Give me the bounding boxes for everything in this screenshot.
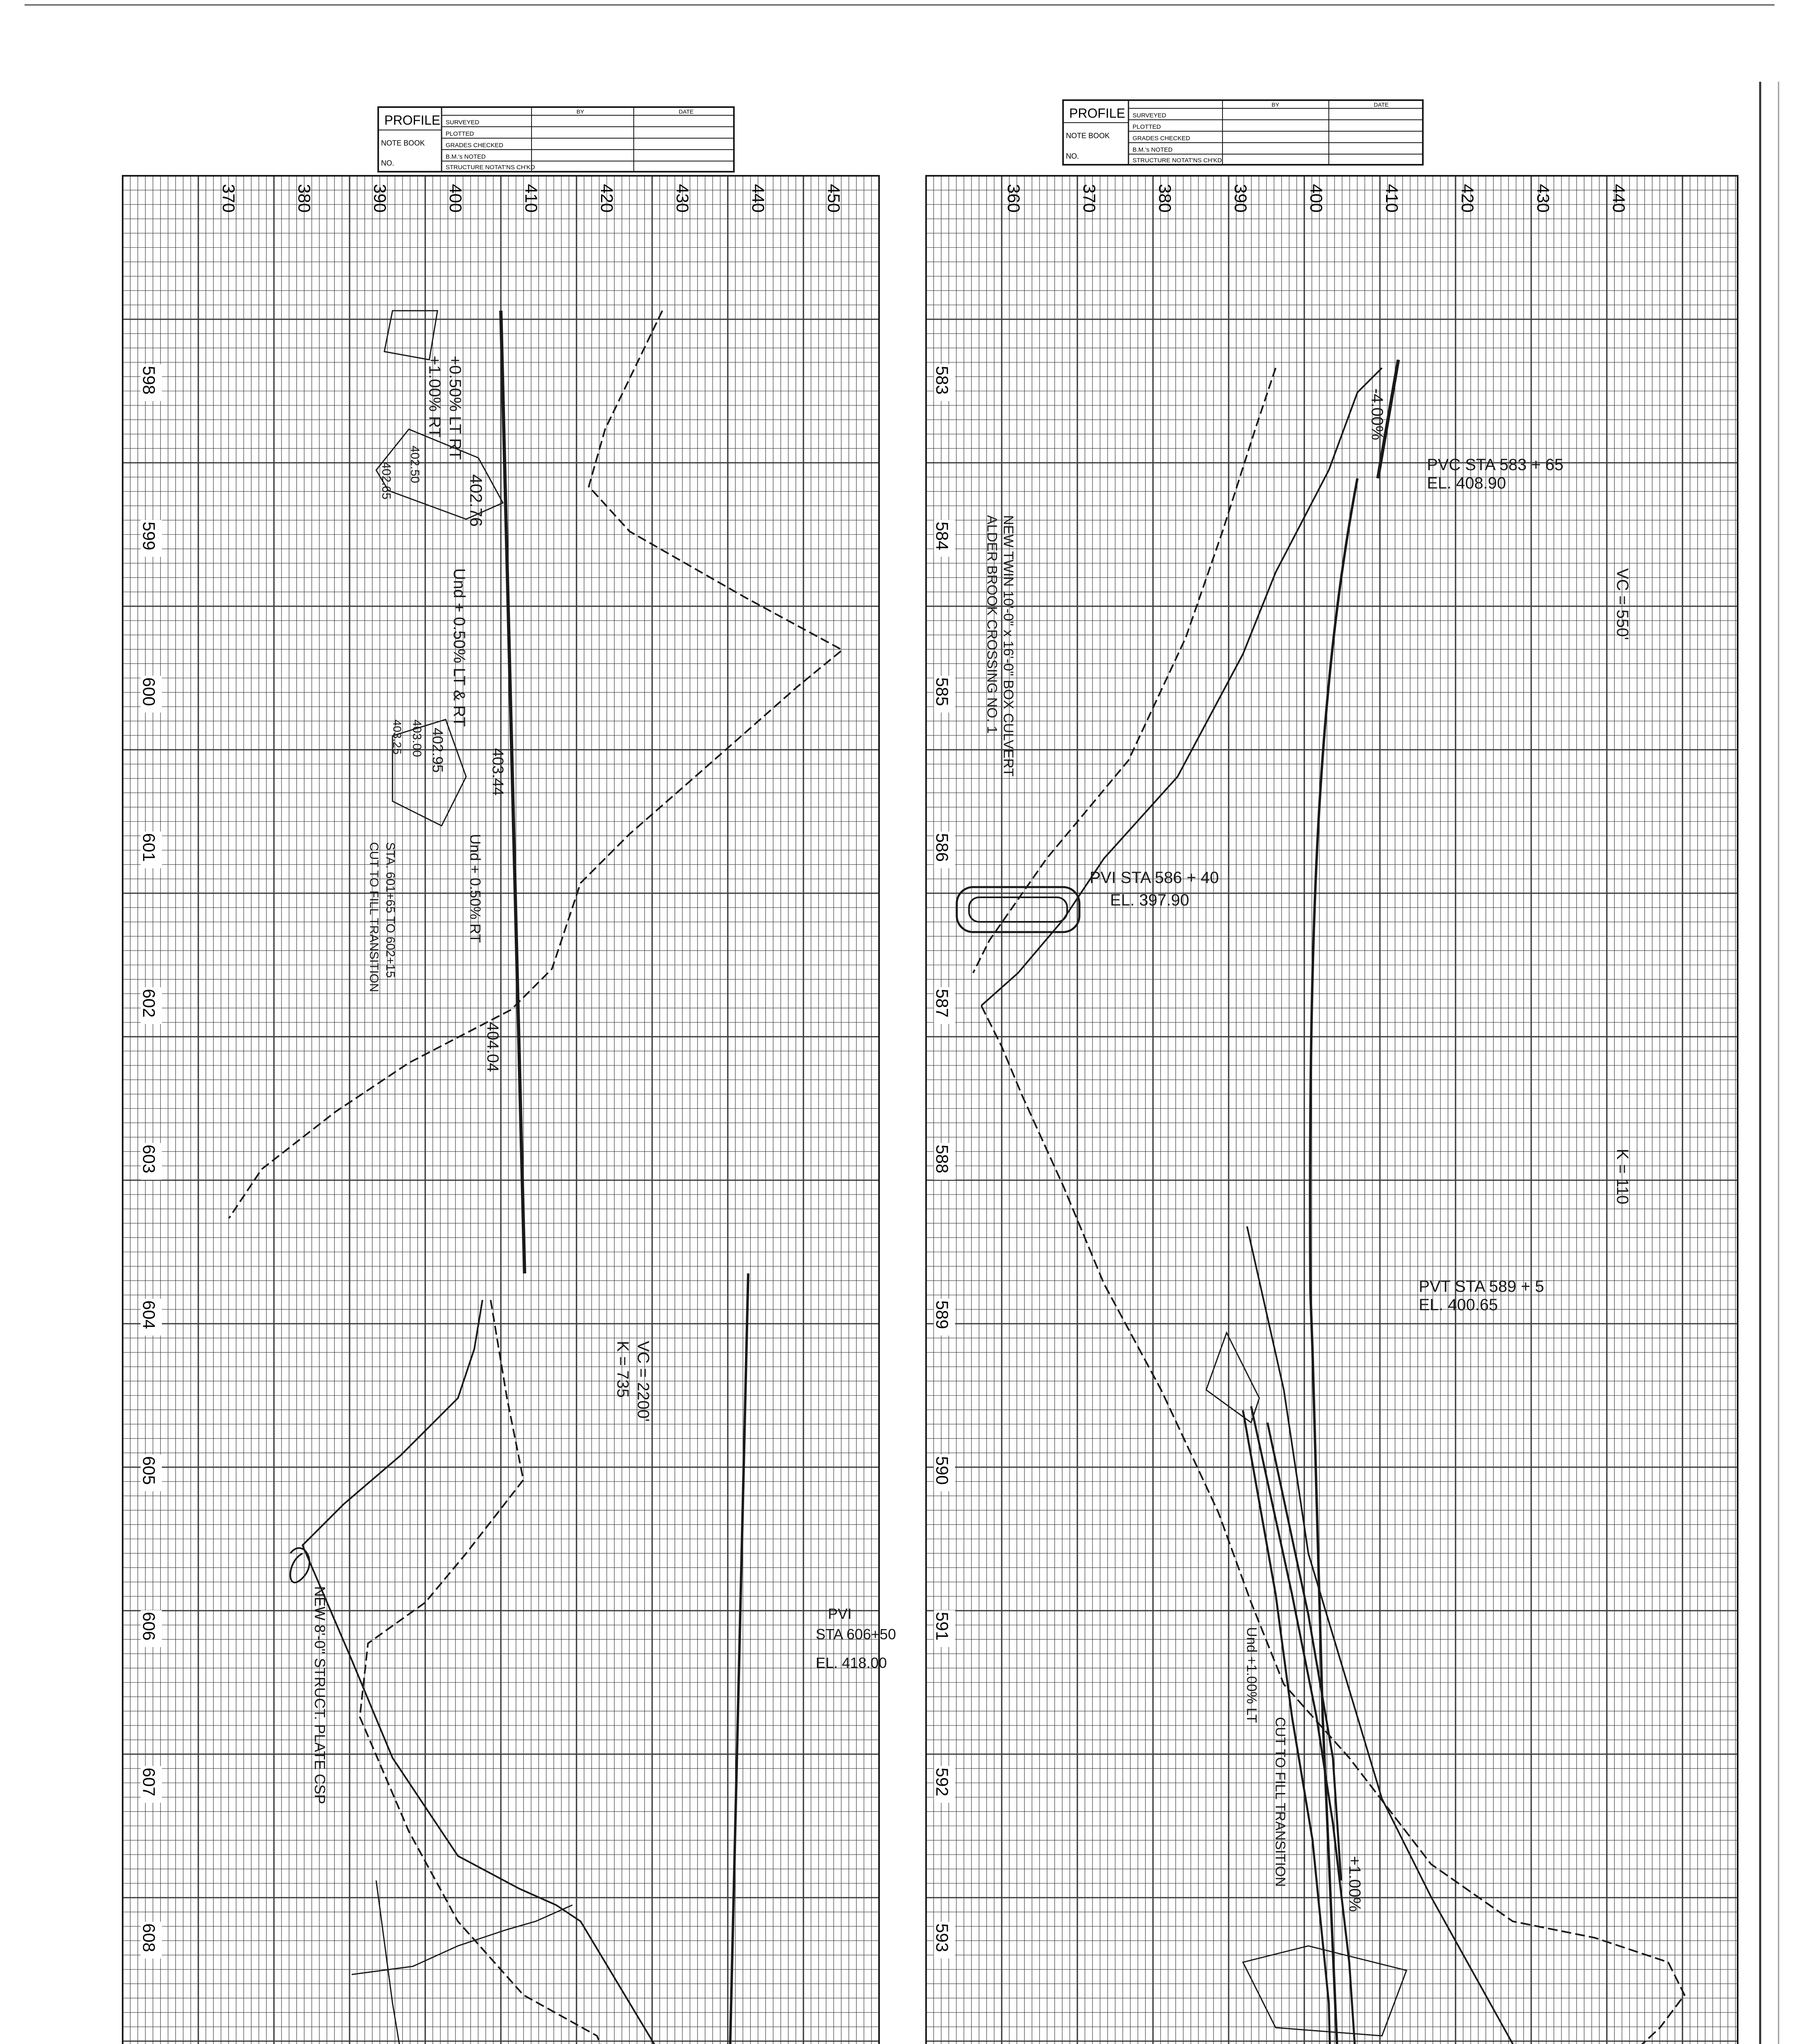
- annot-pvi-el: EL. 397.90: [1110, 891, 1189, 909]
- note-book-label: NOTE BOOK: [381, 139, 425, 147]
- right-top-elev-label: 420: [1458, 184, 1477, 213]
- annot-grade-top: -4.00%: [1368, 388, 1386, 440]
- right-station-label: 593: [933, 1923, 952, 1952]
- by-label: BY: [576, 108, 584, 115]
- annot-pvc-1-sta: PVC STA 583 + 65: [1427, 456, 1563, 474]
- note-book-label: NOTE BOOK: [1066, 132, 1110, 140]
- right-top-elev-label: 440: [1609, 184, 1629, 213]
- row-plotted: PLOTTED: [446, 130, 474, 137]
- annot-vc: VC = 550': [1613, 568, 1631, 640]
- annot-und-grade-2: Und + 0.50% RT: [467, 834, 484, 943]
- left-station-label: 598: [139, 366, 159, 395]
- annot-transition-sta: STA. 601+65 TO 602+15: [384, 842, 397, 978]
- annot-grade-mid: +1.00%: [1346, 1856, 1364, 1912]
- annot-cut-fill: CUT TO FILL TRANSITION: [1272, 1717, 1288, 1887]
- title-block-heading: PROFILE: [1069, 106, 1125, 121]
- row-structure: STRUCTURE NOTAT'NS CH'KD: [446, 164, 535, 171]
- left-top-elev-label: 370: [219, 184, 238, 213]
- right-station-label: 583: [933, 366, 952, 395]
- by-label: BY: [1272, 101, 1279, 108]
- right-top-elev-label: 380: [1155, 184, 1175, 213]
- annot-pvi-sta: PVI STA 586 + 40: [1090, 869, 1219, 887]
- left-top-elev-label: 430: [673, 184, 692, 213]
- right-station-label: 586: [933, 833, 952, 862]
- right-station-label: 590: [933, 1456, 952, 1485]
- row-surveyed: SURVEYED: [446, 119, 480, 126]
- annot-culvert-1: NEW TWIN 10'-0" x 16'-0" BOX CULVERT: [1000, 515, 1016, 777]
- annot-pvi-el: EL. 418.00: [816, 1654, 887, 1671]
- right-top-elev-label: 430: [1534, 184, 1553, 213]
- annot-elev-402-65: 402.65: [379, 462, 393, 500]
- left-station-label: 605: [139, 1456, 159, 1485]
- annot-und-grade: Und + 0.50% LT & RT: [450, 568, 468, 727]
- annot-k: K = 110: [1613, 1149, 1631, 1205]
- left-top-elev-label: 420: [597, 184, 617, 213]
- left-station-label: 601: [139, 833, 159, 862]
- row-structure: STRUCTURE NOTAT'NS CH'KD: [1133, 157, 1222, 164]
- right-top-elev-label: 370: [1080, 184, 1099, 213]
- annot-pvt-sta: PVT STA 589 + 5: [1419, 1278, 1544, 1295]
- date-label: DATE: [1374, 101, 1389, 108]
- left-station-label: 603: [139, 1145, 159, 1174]
- annot-pvi-sta: STA 606+50: [816, 1626, 896, 1643]
- date-label: DATE: [679, 108, 694, 115]
- no-label: NO.: [381, 159, 395, 167]
- annot-k: K = 735: [614, 1341, 632, 1398]
- left-station-label: 608: [139, 1923, 159, 1952]
- annot-und-grade: Und +1.00% LT: [1244, 1627, 1259, 1723]
- no-label: NO.: [1066, 152, 1079, 160]
- row-bms: B.M.'s NOTED: [1133, 146, 1173, 153]
- annot-vc: VC = 2200': [634, 1341, 652, 1422]
- left-top-elev-label: 410: [522, 184, 541, 213]
- annot-elev-403-44: 403.44: [489, 748, 506, 796]
- left-top-elev-label: 440: [749, 184, 768, 213]
- right-station-label: 588: [933, 1145, 952, 1174]
- left-station-label: 604: [139, 1300, 159, 1329]
- annot-grade-050: +0.50% LT RT: [446, 356, 464, 460]
- right-station-label: 584: [933, 522, 952, 551]
- left-top-elev-label: 400: [446, 184, 465, 213]
- right-top-elev-label: 360: [1004, 184, 1023, 213]
- right-station-label: 589: [933, 1300, 952, 1329]
- annot-culvert: NEW 8'-0" STRUCT. PLATE CSP: [312, 1586, 328, 1804]
- annot-pvi-label: PVI: [828, 1605, 852, 1622]
- row-surveyed: SURVEYED: [1133, 112, 1166, 119]
- annot-grade-100: +1.00% RT: [426, 356, 444, 438]
- annot-elev-402-95: 402.95: [429, 728, 446, 773]
- annot-elev-402-50: 402.50: [408, 446, 422, 483]
- annot-elev-402-76: 402.76: [467, 474, 486, 527]
- left-station-label: 606: [139, 1612, 159, 1641]
- left-top-elev-label: 380: [295, 184, 314, 213]
- right-top-elev-label: 390: [1231, 184, 1250, 213]
- left-top-elev-label: 390: [370, 184, 390, 213]
- annot-elev-403-25: 403.25: [391, 719, 404, 755]
- annot-transition-label: CUT TO FILL TRANSITION: [367, 842, 381, 992]
- annot-pvc-1-el: EL. 408.90: [1427, 474, 1506, 492]
- annot-elev-403-00: 403.00: [410, 719, 424, 757]
- annot-pvt-el: EL. 400.65: [1419, 1296, 1498, 1314]
- left-station-label: 602: [139, 989, 159, 1018]
- right-top-elev-label: 410: [1382, 184, 1402, 213]
- left-profile-grid: [123, 176, 879, 2044]
- title-block-heading: PROFILE: [384, 113, 440, 128]
- row-bms: B.M.'s NOTED: [446, 153, 486, 160]
- row-grades: GRADES CHECKED: [1133, 135, 1190, 142]
- row-plotted: PLOTTED: [1133, 123, 1161, 130]
- row-grades: GRADES CHECKED: [446, 142, 503, 149]
- right-station-label: 591: [933, 1612, 952, 1641]
- left-station-label: 599: [139, 522, 159, 551]
- right-top-elev-label: 400: [1307, 184, 1326, 213]
- right-station-label: 585: [933, 677, 952, 706]
- left-top-elev-label: 450: [824, 184, 843, 213]
- right-station-label: 587: [933, 989, 952, 1018]
- left-station-label: 607: [139, 1768, 159, 1797]
- annot-elev-404-04: 404.04: [484, 1022, 502, 1072]
- annot-culvert-2: ALDER BROOK CROSSING NO. 1: [984, 515, 1000, 734]
- left-station-label: 600: [139, 677, 159, 706]
- right-station-label: 592: [933, 1768, 952, 1797]
